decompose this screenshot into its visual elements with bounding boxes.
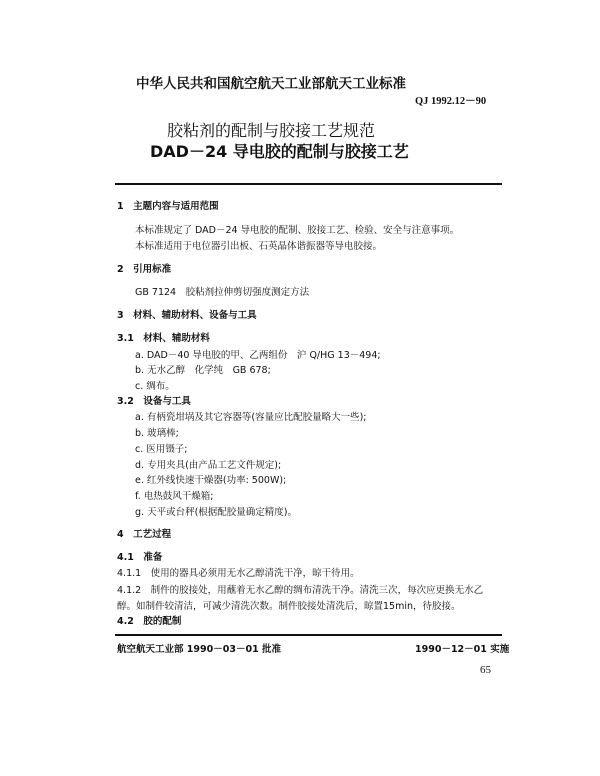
list-item: g. 天平或台秤(根据配胶量确定精度)。 (135, 507, 297, 518)
issuer: 中华人民共和国航空航天工业部航天工业标准 (136, 76, 406, 92)
standard-code: QJ 1992.12－90 (415, 96, 487, 107)
section-4-heading: 4 工艺过程 (117, 529, 172, 540)
section-4-1-heading: 4.1 准备 (117, 552, 163, 563)
title-line-1: 胶粘剂的配制与胶接工艺规范 (167, 121, 376, 140)
list-item: c. 医用镊子; (135, 444, 188, 455)
list-item: c. 绸布。 (135, 381, 175, 392)
list-item: f. 电热鼓风干燥箱; (135, 491, 214, 502)
footer-rule (115, 634, 502, 636)
section-4-2-heading: 4.2 胶的配制 (117, 616, 182, 627)
header-rule (115, 183, 502, 185)
section-2-heading: 2 引用标准 (117, 264, 172, 275)
paragraph: 醇。如制件较清洁，可减少清洗次数。制件胶接处清洗后，晾置15min，待胶接。 (117, 601, 461, 612)
list-item: a. DAD－40 导电胶的甲、乙两组份 沪 Q/HG 13－494; (135, 350, 381, 361)
title-line-2: DAD－24 导电胶的配制与胶接工艺 (150, 142, 409, 161)
paragraph: 本标准规定了 DAD－24 导电胶的配制、胶接工艺、检验、安全与注意事项。 (135, 225, 460, 236)
section-1-heading: 1 主题内容与适用范围 (117, 201, 219, 212)
paragraph: 4.1.1 使用的器具必须用无水乙醇清洗干净，晾干待用。 (117, 568, 360, 579)
effective-date: 1990－12－01 实施 (415, 644, 510, 655)
list-item: d. 专用夹具(由产品工艺文件规定); (135, 460, 282, 471)
paragraph: 本标准适用于电位器引出板、石英晶体谐振器等导电胶接。 (135, 241, 383, 252)
section-3-1-heading: 3.1 材料、辅助材料 (117, 333, 210, 344)
approval-date: 航空航天工业部 1990－03－01 批准 (117, 644, 281, 655)
paragraph: 4.1.2 制件的胶接处，用蘸着无水乙醇的绸布清洗干净。清洗三次，每次应更换无水乙 (117, 585, 484, 596)
list-item: b. 玻璃棒; (135, 428, 179, 439)
list-item: a. 有柄瓷坩埚及其它容器等(容量应比配胶量略大一些); (135, 412, 367, 423)
list-item: b. 无水乙醇 化学纯 GB 678; (135, 365, 271, 376)
page-number: 65 (480, 664, 491, 676)
section-3-heading: 3 材料、辅助材料、设备与工具 (117, 310, 257, 321)
paragraph: GB 7124 胶粘剂拉伸剪切强度测定方法 (135, 287, 310, 298)
section-3-2-heading: 3.2 设备与工具 (117, 396, 191, 407)
list-item: e. 红外线快速干燥器(功率: 500W); (135, 475, 287, 486)
